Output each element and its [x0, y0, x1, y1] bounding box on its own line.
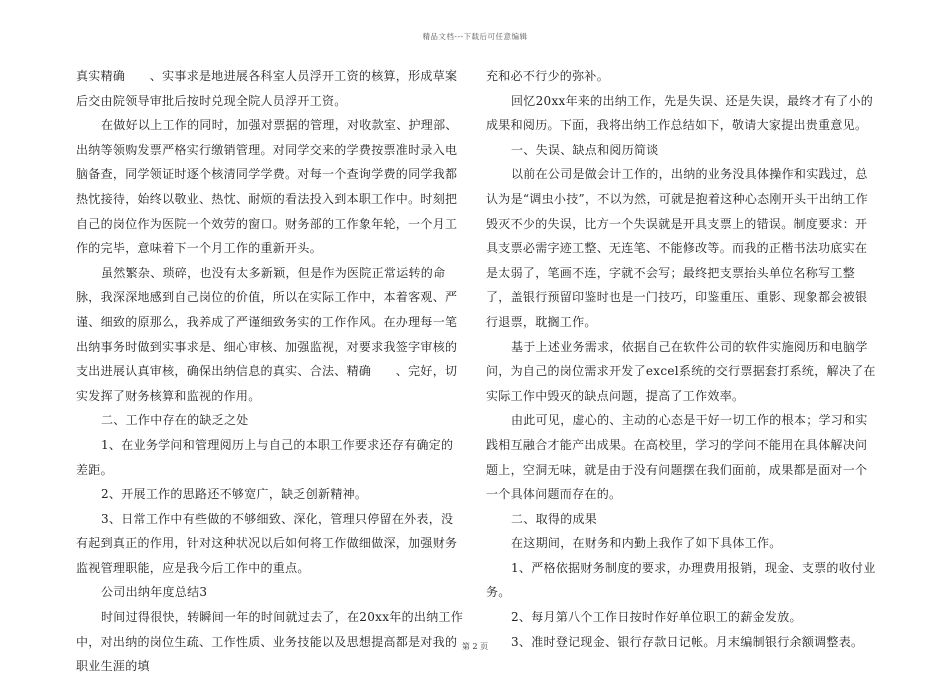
paragraph: 基于上述业务需求，依据自己在软件公司的软件实施阅历和电脑学问，为自己的岗位需求开发了excel系统的交行票据套打系统，解决了在实际工作中毁灭的缺点问题，提高了工作效率。 — [486, 339, 876, 403]
paragraph: 在做好以上工作的同时，加强对票据的管理，对收款室、护理部、出纳等领购发票严格实行缴销管理。对同学交来的学费按票准时录入电脑备查，同学领证时逐个核清同学学费。对每一个查询学费的同学我都热忱接待，始终以敬业、热忱、耐烦的看法投入到本职工作中。时刻把自己的岗位作为医院一个效劳的窗口。财务部的工作象年轮，一个月工作的完毕，意味着下一个月工作的重新开头。 — [76, 118, 458, 256]
left-column — [76, 64, 464, 679]
page-header: 精品文档---下载后可任意编辑 — [422, 32, 528, 41]
paragraph: 以前在公司是做会计工作的，出纳的业务没具体操作和实践过，总认为是“调虫小技”，不以为然，可就是抱着这种心态刚开头干出纳工作毁灭不少的失误，比方一个失误就是开具支票上的错误。制度要求：开具支票必需字迹工整、无连笔、不能修改等。而我的正楷书法功底实在是太弱了，笔画不连，字就不会写；最终把支票抬头单位名称写工整了，盖银行预留印鉴时也是一门技巧，印鉴重压、重影、现象都会被银行退票，耽搁工作。 — [486, 167, 868, 329]
paragraph: 二、工作中存在的缺乏之处 — [101, 413, 249, 428]
paragraph: 3、日常工作中有些做的不够细致、深化，管理只停留在外表，没有起到真正的作用，针对这种状况以后如何将工作做细做深，加强财务监视管理职能，应是我今后工作中的重点。 — [76, 511, 458, 575]
paragraph: 2、开展工作的思路还不够宽广，缺乏创新精神。 — [101, 487, 368, 502]
paragraph: 回忆20xx年来的出纳工作，先是失误、还是失误，最终才有了小的成果和阅历。下面，我将出纳工作总结如下，敬请大家提出贵重意见。 — [486, 93, 874, 133]
paragraph: 由此可见，虚心的、主动的心态是干好一切工作的根本；学习和实践相互融合才能产出成果。在高校里，学习的学问不能用在具体解决问题上，空洞无味，就是由于没有问题摆在我们面前，成果都是面对一个一个具体问题而存在的。 — [486, 413, 868, 502]
paragraph: 1、在业务学问和管理阅历上与自己的本职工作要求还存有确定的差距。 — [76, 437, 454, 477]
paragraph: 在这期间，在财务和内勤上我作了如下具体工作。 — [511, 536, 782, 551]
paragraph: 时间过得很快，转瞬间一年的时间就过去了，在20xx年的出纳工作中，对出纳的岗位生疏、工作性质、业务技能以及思想提高都是对我的职业生涯的填 — [76, 610, 464, 674]
paragraph: 2、每月第八个工作日按时作好单位职工的薪金发放。 — [511, 610, 802, 625]
paragraph: 3、准时登记现金、银行存款日记帐。月末编制银行余额调整表。 — [511, 634, 864, 649]
paragraph: 公司出纳年度总结3 — [101, 585, 208, 600]
paragraph: 1、严格依据财务制度的要求，办理费用报销，现金、支票的收付业务。 — [486, 560, 876, 600]
paragraph: 真实精确 、实事求是地进展各科室人员浮开工资的核算，形成草案后交由院领导审批后按时兑现全院人员浮开工资。 — [76, 69, 458, 108]
paragraph: 二、取得的成果 — [511, 511, 598, 526]
paragraph: 充和必不行少的弥补。 — [486, 69, 610, 83]
page-number: 第 2 页 — [461, 642, 489, 651]
paragraph: 虽然繁杂、琐碎，也没有太多新颖，但是作为医院正常运转的命脉，我深深地感到自己岗位的价值，所以在实际工作中，本着客观、严谨、细致的原那么，我养成了严谨细致务实的工作作风。在办理每一笔出纳事务时做到实事求是、细心审核、加强监视，对要求我签字审核的支出进展认真审核，确保出纳信息的真实、合法、精确 、完好，切实发挥了财务核算和监视的作用。 — [76, 265, 458, 403]
right-column — [486, 64, 878, 654]
paragraph: 一、失误、缺点和阅历简谈 — [511, 142, 659, 157]
